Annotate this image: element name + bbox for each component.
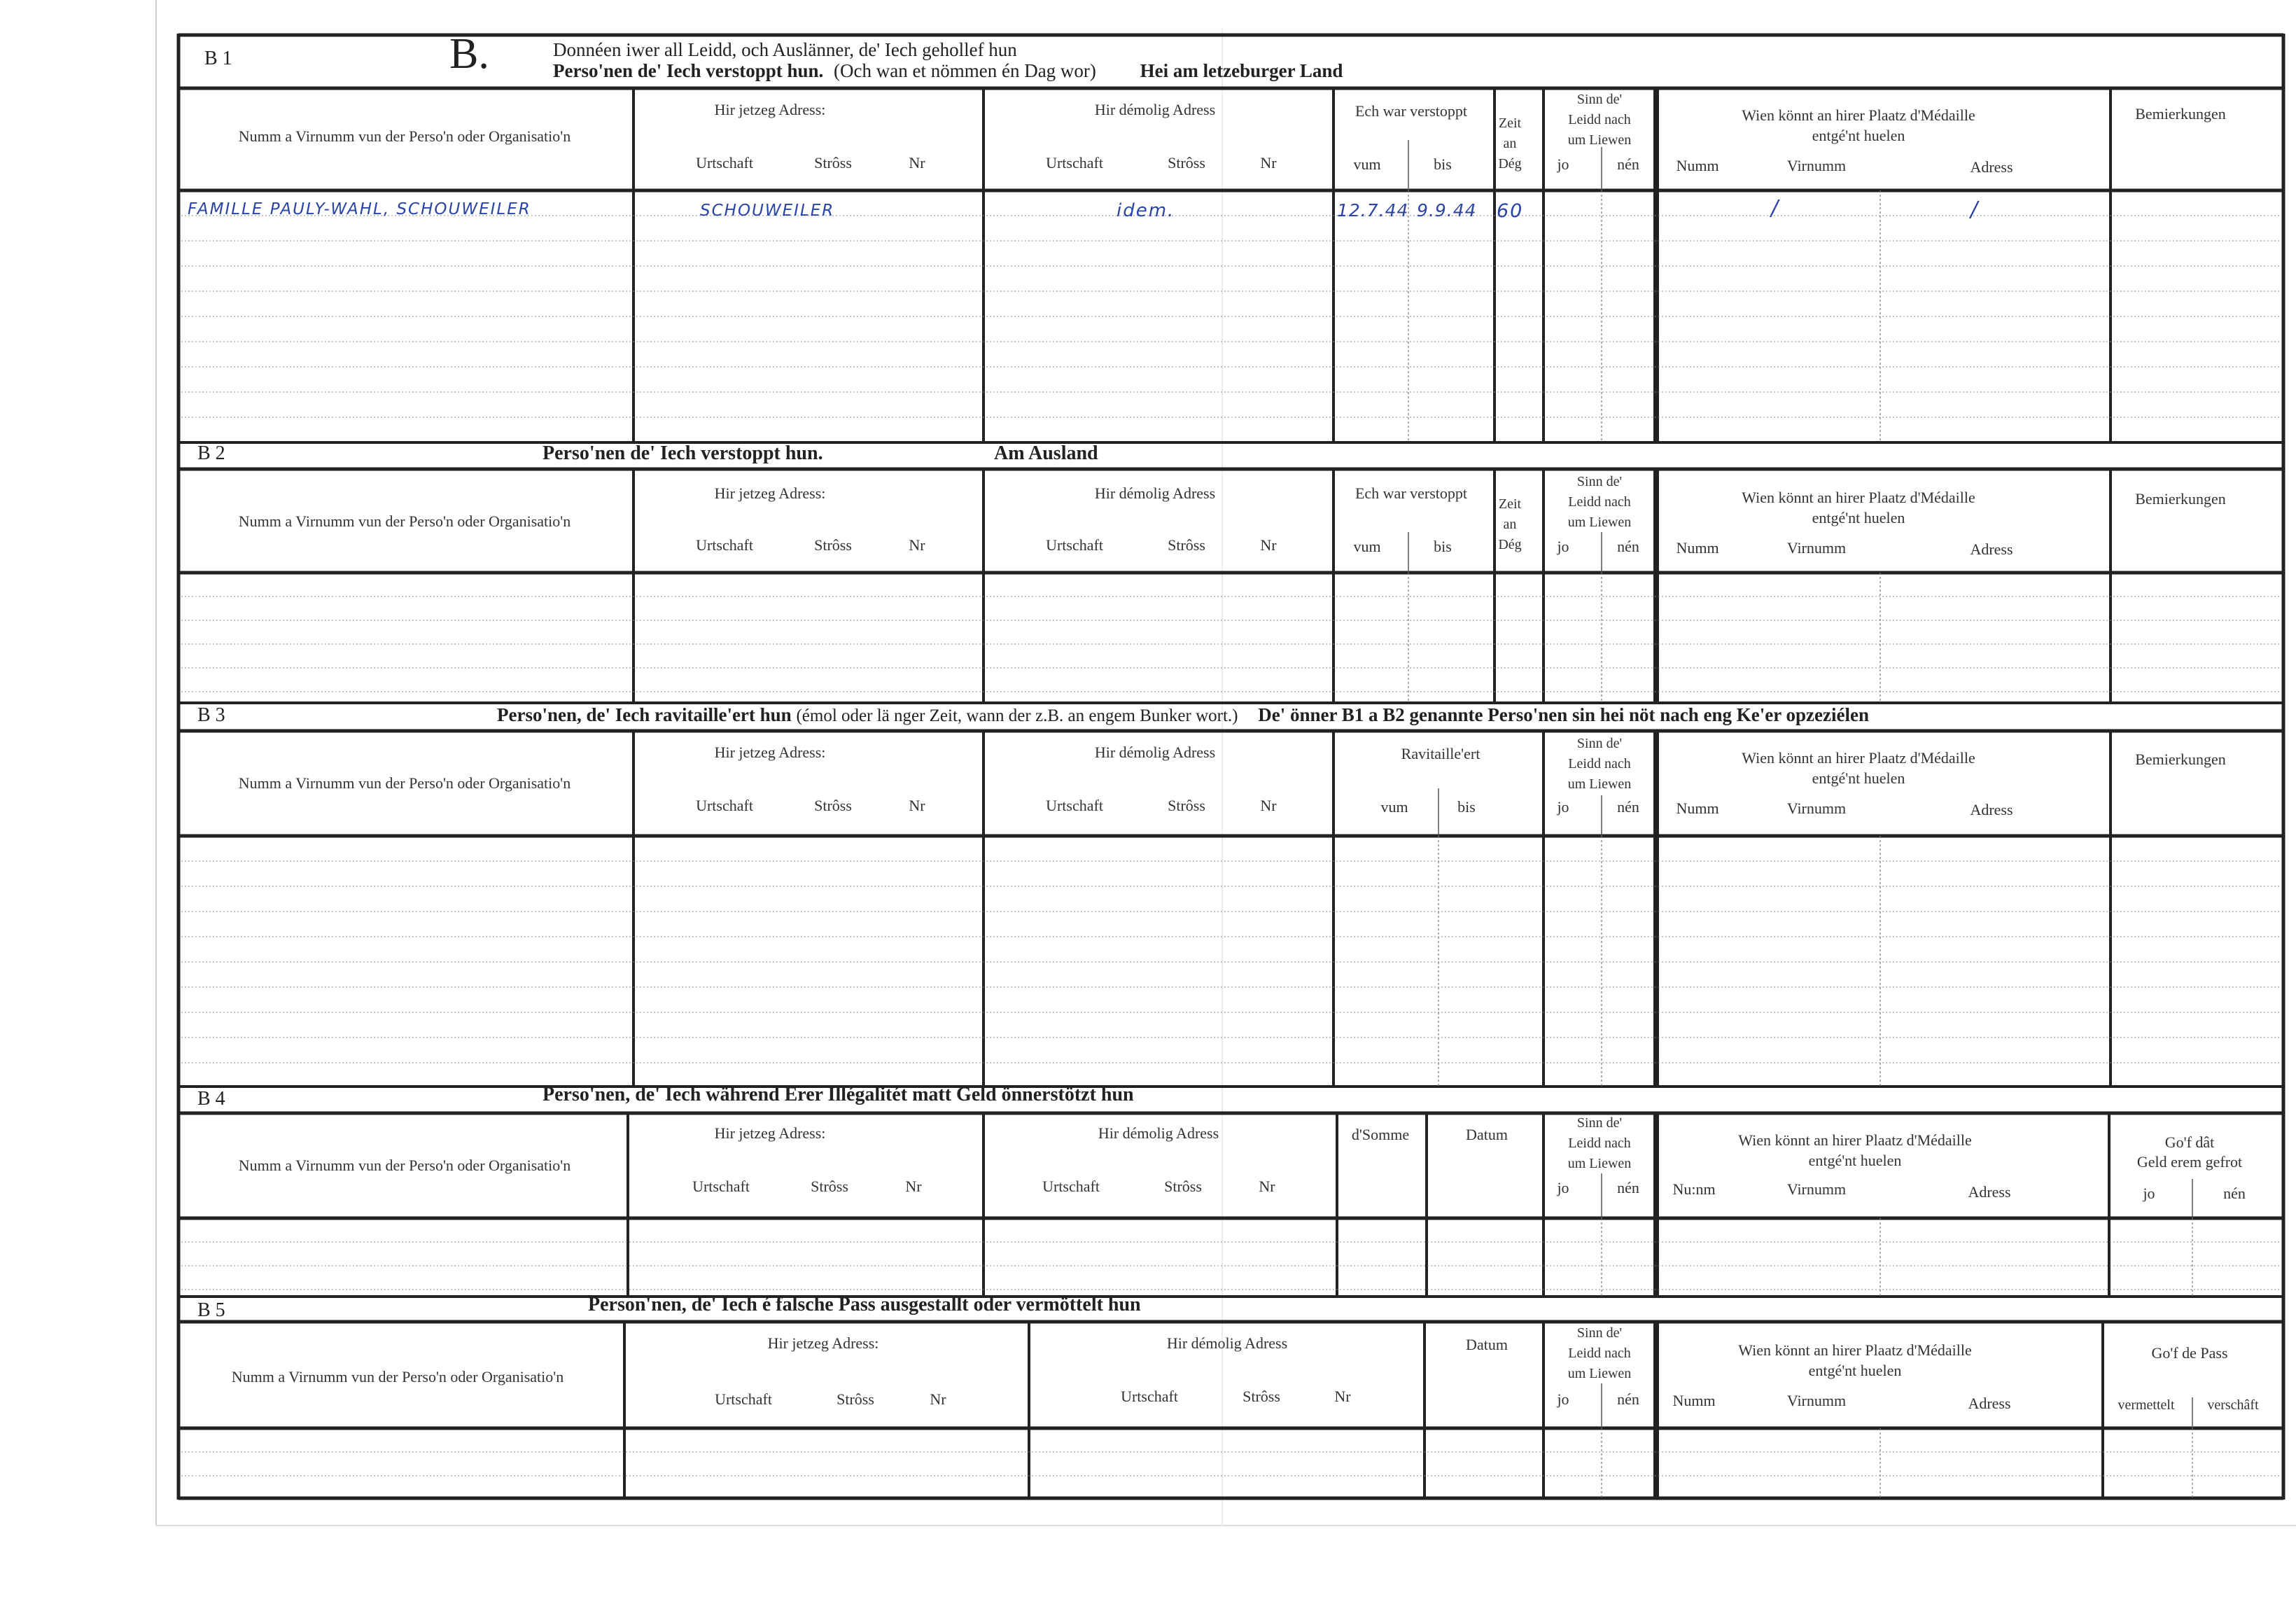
b4-former-place: Urtschaft	[1042, 1178, 1100, 1195]
b3-former-address-header: Hir démolig Adress	[1094, 743, 1216, 761]
b2-current-place: Urtschaft	[696, 536, 753, 554]
b2-remarks-header: Bemierkungen	[2135, 490, 2226, 508]
b1-no: nén	[1617, 155, 1639, 173]
b2-current-street: Strôss	[814, 536, 852, 554]
b2-yes: jo	[1557, 538, 1569, 555]
b4-yes: jo	[1557, 1179, 1569, 1196]
b1-yes: jo	[1557, 155, 1569, 173]
b1-to: bis	[1434, 155, 1452, 173]
b4-alive-header: Sinn de' Leidd nach um Liewen	[1567, 1115, 1632, 1171]
b5-pass-procured: verschâft	[2207, 1397, 2259, 1413]
b5-current-place: Urtschaft	[715, 1390, 772, 1408]
b2-name-header: Numm a Virnumm vun der Perso'n oder Organisatio'n	[238, 512, 571, 530]
b3-from: vum	[1380, 798, 1408, 816]
b2-days: Zeit an Dég	[1498, 496, 1522, 552]
b5-current-street: Strôss	[836, 1390, 874, 1408]
b2-former-street: Strôss	[1168, 536, 1205, 554]
b5-current-nr: Nr	[930, 1390, 946, 1408]
b5-medal-header: Wien könnt an hirer Plaatz d'Médaille entgé'nt huelen	[1738, 1341, 1972, 1379]
b4-medal-header: Wien könnt an hirer Plaatz d'Médaille entgé'nt huelen	[1738, 1131, 1972, 1169]
b1-medal-header: Wien könnt an hirer Plaatz d'Médaille entgé'nt huelen	[1742, 106, 1975, 144]
b4-name-header: Numm a Virnumm vun der Perso'n oder Organisatio'n	[238, 1157, 571, 1174]
b3-no: nén	[1617, 798, 1639, 816]
b1-medal-address: Adress	[1970, 158, 2013, 176]
b2-former-place: Urtschaft	[1046, 536, 1103, 554]
b4-current-place: Urtschaft	[692, 1178, 750, 1195]
b5-pass-mediated: vermettelt	[2118, 1397, 2175, 1413]
b1-letter: B.	[449, 30, 489, 78]
b5-medal-surname: Numm	[1672, 1392, 1716, 1409]
b1-entry-name: FAMILLE PAULY-WAHL, SCHOUWEILER	[188, 200, 531, 218]
b1-title-bold: Perso'nen de' Iech verstoppt hun.	[553, 60, 824, 81]
b5-former-place: Urtschaft	[1121, 1388, 1178, 1405]
b1-medal-firstname: Virnumm	[1786, 157, 1847, 174]
b1-current-nr: Nr	[909, 154, 925, 172]
b3-medal-surname: Numm	[1676, 799, 1719, 817]
b1-title-paren: (Och wan et nömmen én Dag wor)	[834, 60, 1096, 81]
b2-to: bis	[1434, 538, 1452, 555]
b1-from: vum	[1353, 155, 1381, 173]
b3-title-line	[497, 704, 1869, 726]
b1-entry-firstname-mark: /	[1771, 196, 1780, 221]
b3-medal-firstname: Virnumm	[1786, 799, 1847, 817]
b5-title: Person'nen, de' Iech é falsche Pass ausgestallt oder vermöttelt hun	[588, 1294, 1141, 1315]
b3-former-nr: Nr	[1260, 797, 1277, 814]
b3-to: bis	[1457, 798, 1476, 816]
b5-medal-firstname: Virnumm	[1786, 1392, 1847, 1409]
b2-medal-firstname: Virnumm	[1786, 539, 1847, 557]
b5-former-street: Strôss	[1242, 1388, 1280, 1405]
b1-current-address-header: Hir jetzeg Adress:	[714, 101, 826, 118]
b5-yes: jo	[1557, 1390, 1569, 1408]
b4-medal-address: Adress	[1968, 1183, 2011, 1201]
b1-title-line2	[553, 60, 1343, 82]
b5-code: B 5	[197, 1299, 225, 1321]
b4-money-yes: jo	[2143, 1185, 2155, 1202]
b4-sum-header: d'Somme	[1351, 1126, 1410, 1143]
b4-code: B 4	[197, 1088, 225, 1110]
b5-date-header: Datum	[1466, 1336, 1508, 1353]
b1-name-header: Numm a Virnumm vun der Perso'n oder Organisatio'n	[238, 127, 571, 145]
b4-medal-firstname: Virnumm	[1786, 1180, 1847, 1198]
b2-alive-header: Sinn de' Leidd nach um Liewen	[1567, 474, 1632, 530]
b3-code: B 3	[197, 704, 225, 726]
b4-current-nr: Nr	[905, 1178, 922, 1195]
b1-alive-header: Sinn de' Leidd nach um Liewen	[1567, 92, 1632, 148]
b1-hidden-header: Ech war verstoppt	[1354, 102, 1468, 120]
b5-pass-header: Go'f de Pass	[2151, 1344, 2228, 1362]
b3-alive-header: Sinn de' Leidd nach um Liewen	[1567, 736, 1632, 792]
b3-current-address-header: Hir jetzeg Adress:	[714, 743, 826, 761]
b2-medal-header: Wien könnt an hirer Plaatz d'Médaille entgé'nt huelen	[1742, 489, 1975, 526]
b4-no: nén	[1617, 1179, 1639, 1196]
b3-remarks-header: Bemierkungen	[2135, 750, 2226, 768]
b3-supplied-header: Ravitaille'ert	[1401, 745, 1480, 762]
b5-former-address-header: Hir démolig Adress	[1166, 1334, 1288, 1352]
b3-yes: jo	[1557, 798, 1569, 816]
b3-title-paren: (émol oder lä nger Zeit, wann der z.B. an engem Bunker wort.)	[796, 706, 1238, 725]
b2-from: vum	[1353, 538, 1381, 555]
b2-former-address-header: Hir démolig Adress	[1094, 484, 1216, 502]
b3-former-street: Strôss	[1168, 797, 1205, 814]
b3-name-header: Numm a Virnumm vun der Perso'n oder Organisatio'n	[238, 774, 571, 792]
b1-former-street: Strôss	[1168, 154, 1205, 172]
b1-former-place: Urtschaft	[1046, 154, 1103, 172]
b1-current-place: Urtschaft	[696, 154, 753, 172]
b4-former-nr: Nr	[1259, 1178, 1275, 1195]
b4-medal-surname: Nu:nm	[1672, 1180, 1716, 1198]
b2-medal-address: Adress	[1970, 540, 2013, 558]
b2-former-nr: Nr	[1260, 536, 1277, 554]
b1-entry-current-place: SCHOUWEILER	[700, 202, 835, 220]
b1-entry-to: 9.9.44	[1417, 200, 1477, 221]
b2-hidden-header: Ech war verstoppt	[1354, 484, 1468, 502]
b4-former-street: Strôss	[1164, 1178, 1202, 1195]
b1-code: B 1	[204, 48, 232, 69]
b1-medal-surname: Numm	[1676, 157, 1719, 174]
b1-entry-former: idem.	[1116, 200, 1175, 221]
b1-entry-days: 60	[1497, 200, 1524, 222]
b5-no: nén	[1617, 1390, 1639, 1408]
b4-current-address-header: Hir jetzeg Adress:	[714, 1124, 826, 1142]
b1-entry-address-mark: /	[1970, 197, 1980, 222]
b4-current-street: Strôss	[811, 1178, 848, 1195]
b4-date-header: Datum	[1466, 1126, 1508, 1143]
b1-days: Zeit an Dég	[1498, 116, 1522, 172]
b5-name-header: Numm a Virnumm vun der Perso'n oder Organisatio'n	[231, 1368, 564, 1385]
b3-former-place: Urtschaft	[1046, 797, 1103, 814]
b5-alive-header: Sinn de' Leidd nach um Liewen	[1567, 1325, 1632, 1381]
b1-title-end: Hei am letzeburger Land	[1140, 60, 1343, 81]
b2-medal-surname: Numm	[1676, 539, 1719, 557]
b4-money-no: nén	[2223, 1185, 2246, 1202]
b4-title: Perso'nen, de' Iech während Erer Illégalitét matt Geld önnerstötzt hun	[542, 1084, 1134, 1105]
b2-title: Perso'nen de' Iech verstoppt hun.	[542, 442, 823, 464]
b4-former-address-header: Hir démolig Adress	[1098, 1124, 1219, 1142]
b3-current-place: Urtschaft	[696, 797, 753, 814]
b3-current-street: Strôss	[814, 797, 852, 814]
b2-title-right: Am Ausland	[994, 442, 1098, 464]
b4-money-header: Go'f dât Geld erem gefrot	[2136, 1133, 2243, 1171]
b1-entry-from: 12.7.44	[1337, 200, 1409, 221]
b1-former-address-header: Hir démolig Adress	[1094, 101, 1216, 118]
b2-no: nén	[1617, 538, 1639, 555]
b1-title-line1: Donnéen iwer all Leidd, och Auslänner, de' Iech gehollef hun	[553, 39, 1017, 60]
b3-title-end: De' önner B1 a B2 genannte Perso'nen sin hei nöt nach eng Ke'er opzeziélen	[1258, 704, 1869, 725]
b3-current-nr: Nr	[909, 797, 925, 814]
b3-medal-address: Adress	[1970, 801, 2013, 818]
b2-current-nr: Nr	[909, 536, 925, 554]
b2-current-address-header: Hir jetzeg Adress:	[714, 484, 826, 502]
b3-title: Perso'nen, de' Iech ravitaille'ert hun	[497, 704, 792, 725]
b2-code: B 2	[197, 442, 225, 464]
b5-medal-address: Adress	[1968, 1395, 2011, 1412]
b5-current-address-header: Hir jetzeg Adress:	[767, 1334, 879, 1352]
b1-current-street: Strôss	[814, 154, 852, 172]
b3-medal-header: Wien könnt an hirer Plaatz d'Médaille entgé'nt huelen	[1742, 749, 1975, 787]
b1-remarks-header: Bemierkungen	[2135, 105, 2226, 123]
b1-former-nr: Nr	[1260, 154, 1277, 172]
b5-former-nr: Nr	[1334, 1388, 1351, 1405]
